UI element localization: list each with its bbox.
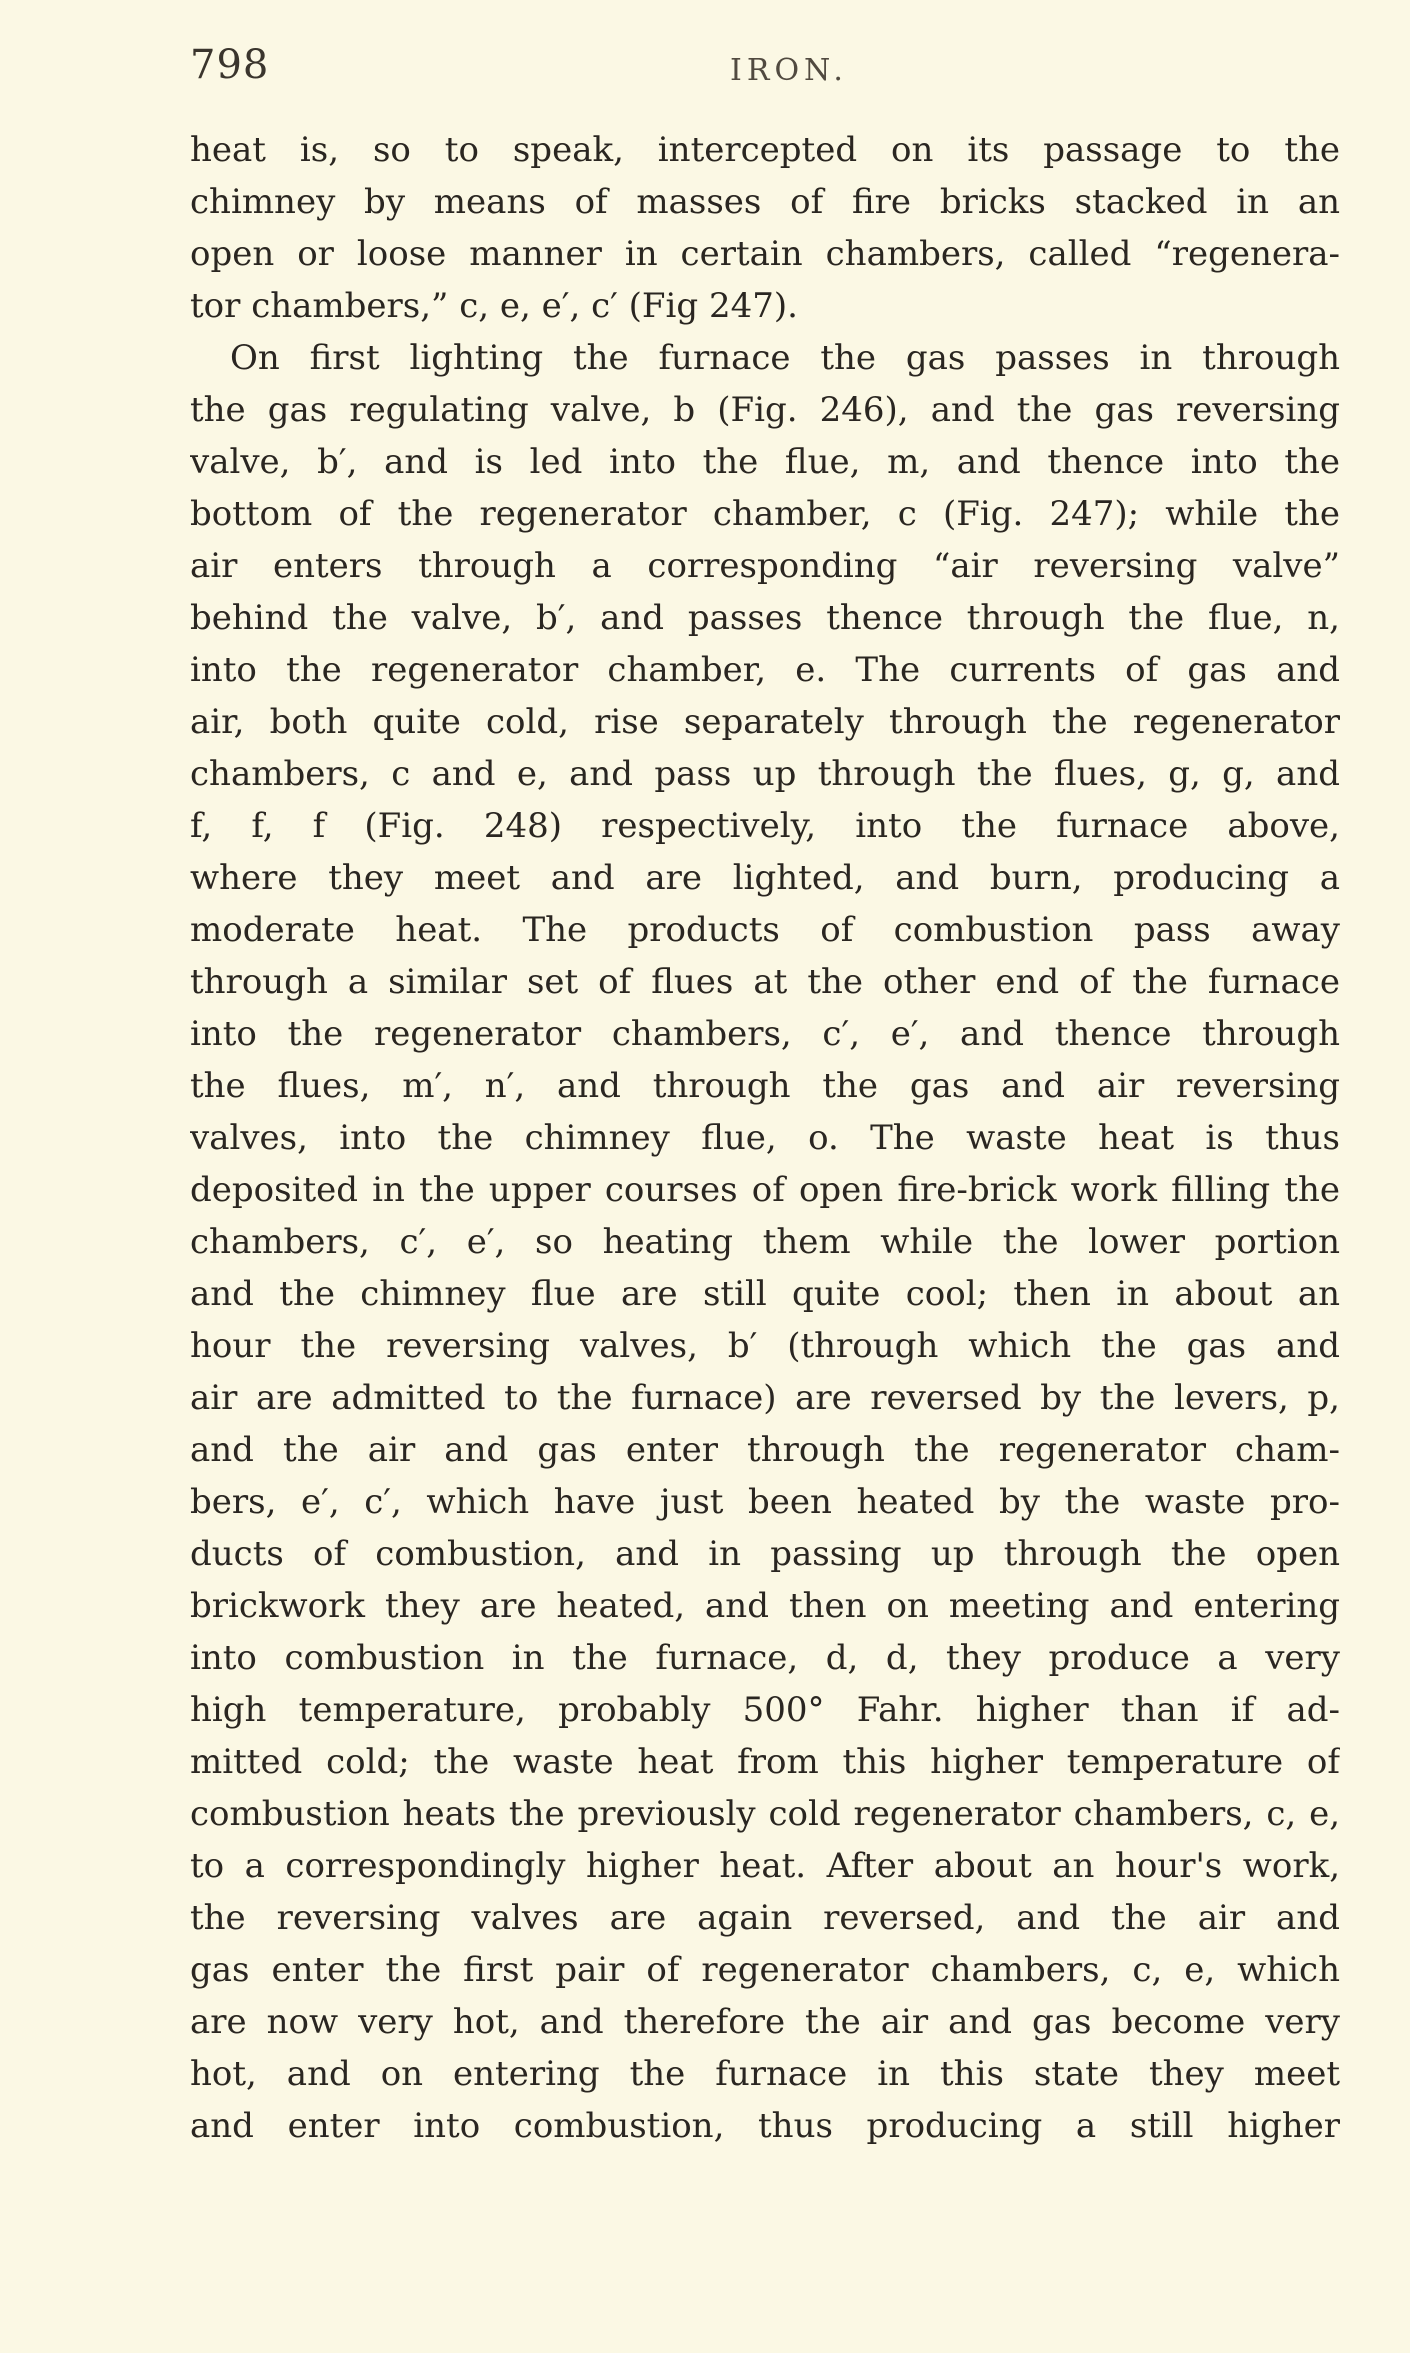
text-line: chambers, c′, e′, so heating them while the lower portion <box>190 1222 1340 1262</box>
text-line: ducts of combustion, and in passing up through the open <box>190 1534 1340 1574</box>
text-line: air are admitted to the furnace) are reversed by the levers, p, <box>190 1378 1340 1418</box>
text-line: moderate heat. The products of combustion pass away <box>190 910 1340 950</box>
text-line: gas enter the first pair of regenerator chambers, c, e, which <box>190 1950 1340 1990</box>
text-line: mitted cold; the waste heat from this higher temperature of <box>190 1742 1340 1782</box>
text-line: brickwork they are heated, and then on meeting and entering <box>190 1586 1340 1626</box>
page-number: 798 <box>190 42 270 88</box>
text-line: chambers, c and e, and pass up through the flues, g, g, and <box>190 754 1340 794</box>
text-line: combustion heats the previously cold regenerator chambers, c, e, <box>190 1794 1340 1834</box>
running-title: IRON. <box>730 53 848 88</box>
text-line: into the regenerator chamber, e. The currents of gas and <box>190 650 1340 690</box>
text-line: f, f, f (Fig. 248) respectively, into the furnace above, <box>190 806 1340 846</box>
text-line: where they meet and are lighted, and burn, producing a <box>190 858 1340 898</box>
text-line: the gas regulating valve, b (Fig. 246), and the gas reversing <box>190 390 1340 430</box>
text-line: hour the reversing valves, b′ (through which the gas and <box>190 1326 1340 1366</box>
body-text <box>190 124 1340 2152</box>
text-line: open or loose manner in certain chambers, called “regenera- <box>190 234 1340 274</box>
text-line: into combustion in the furnace, d, d, they produce a very <box>190 1638 1340 1678</box>
text-line: are now very hot, and therefore the air and gas become very <box>190 2002 1340 2042</box>
text-line: air enters through a corresponding “air reversing valve” <box>190 546 1340 586</box>
text-line: behind the valve, b′, and passes thence through the flue, n, <box>190 598 1340 638</box>
text-line: deposited in the upper courses of open fire-brick work filling the <box>190 1170 1340 1210</box>
text-line: the reversing valves are again reversed, and the air and <box>190 1898 1340 1938</box>
text-line: bottom of the regenerator chamber, c (Fig. 247); while the <box>190 494 1340 534</box>
text-line: through a similar set of flues at the other end of the furnace <box>190 962 1340 1002</box>
text-line: air, both quite cold, rise separately through the regenerator <box>190 702 1340 742</box>
text-line: chimney by means of masses of fire bricks stacked in an <box>190 182 1340 222</box>
text-line: tor chambers,” c, e, e′, c′ (Fig 247). <box>190 286 798 326</box>
text-line: into the regenerator chambers, c′, e′, and thence through <box>190 1014 1340 1054</box>
text-line: high temperature, probably 500° Fahr. higher than if ad- <box>190 1690 1340 1730</box>
running-head <box>190 28 1350 88</box>
text-line: and the air and gas enter through the regenerator cham- <box>190 1430 1340 1470</box>
text-line: hot, and on entering the furnace in this state they meet <box>190 2054 1340 2094</box>
text-line: On first lighting the furnace the gas passes in through <box>230 338 1340 378</box>
text-line: valve, b′, and is led into the flue, m, and thence into the <box>190 442 1340 482</box>
text-line: bers, e′, c′, which have just been heated by the waste pro- <box>190 1482 1340 1522</box>
text-line: heat is, so to speak, intercepted on its passage to the <box>190 130 1340 170</box>
text-line: the flues, m′, n′, and through the gas and air reversing <box>190 1066 1340 1106</box>
text-line: valves, into the chimney flue, o. The waste heat is thus <box>190 1118 1340 1158</box>
text-line: and the chimney flue are still quite cool; then in about an <box>190 1274 1340 1314</box>
text-line: to a correspondingly higher heat. After about an hour's work, <box>190 1846 1340 1886</box>
text-line: and enter into combustion, thus producing a still higher <box>190 2106 1340 2146</box>
